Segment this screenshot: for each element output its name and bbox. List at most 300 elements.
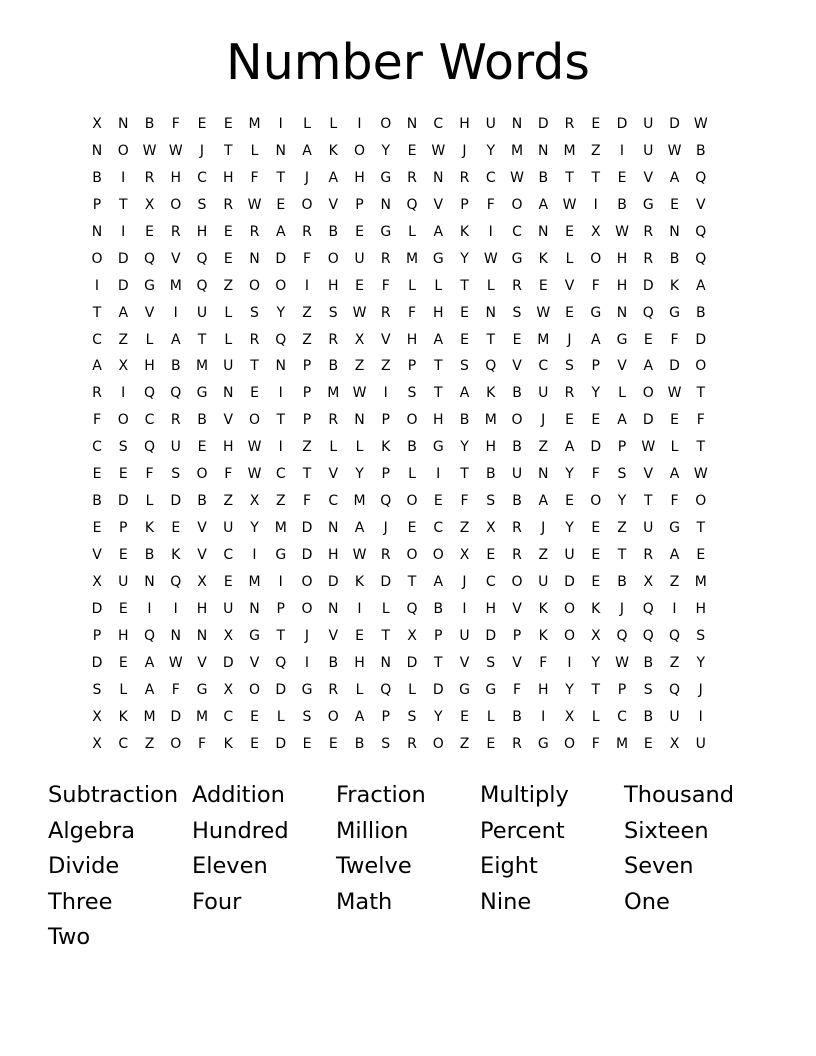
grid-letter[interactable]: X [144, 196, 155, 213]
grid-letter[interactable]: E [486, 547, 496, 563]
grid-letter[interactable]: T [591, 169, 601, 186]
grid-letter[interactable]: I [672, 600, 677, 617]
grid-letter[interactable]: Z [275, 493, 286, 510]
grid-letter[interactable]: O [511, 573, 523, 590]
grid-letter[interactable]: M [510, 142, 524, 159]
grid-letter[interactable]: N [433, 169, 444, 186]
grid-letter[interactable]: F [250, 169, 259, 186]
grid-letter[interactable]: O [511, 196, 523, 213]
grid-letter[interactable]: S [696, 627, 706, 644]
grid-letter[interactable]: S [302, 708, 312, 725]
grid-letter[interactable]: K [328, 142, 338, 159]
grid-letter[interactable]: A [695, 277, 706, 294]
grid-letter[interactable]: P [302, 412, 312, 429]
grid-letter[interactable]: H [485, 600, 497, 617]
grid-letter[interactable]: T [460, 277, 469, 294]
grid-letter[interactable]: D [117, 493, 129, 510]
grid-letter[interactable]: E [197, 439, 207, 456]
grid-letter[interactable]: C [144, 412, 155, 429]
grid-letter[interactable]: E [460, 304, 469, 321]
grid-letter[interactable]: N [511, 116, 523, 132]
grid-letter[interactable]: D [327, 573, 339, 590]
grid-letter[interactable]: B [328, 223, 339, 240]
grid-letter[interactable]: K [381, 439, 391, 456]
grid-letter[interactable]: V [197, 654, 207, 671]
grid-letter[interactable]: O [563, 600, 576, 617]
grid-letter[interactable]: E [486, 735, 496, 752]
grid-letter[interactable]: C [223, 708, 234, 725]
grid-letter[interactable]: M [353, 493, 366, 510]
grid-letter[interactable]: E [591, 547, 601, 563]
grid-letter[interactable]: V [512, 600, 522, 617]
grid-letter[interactable]: D [537, 116, 549, 132]
grid-letter[interactable]: W [247, 196, 262, 213]
grid-letter[interactable]: D [275, 681, 287, 698]
grid-letter[interactable]: T [250, 358, 259, 375]
grid-letter[interactable]: B [407, 439, 417, 456]
grid-letter[interactable]: S [407, 708, 417, 725]
grid-letter[interactable]: L [408, 277, 416, 294]
grid-letter[interactable]: O [695, 493, 707, 510]
grid-letter[interactable]: G [669, 520, 680, 537]
grid-letter[interactable]: L [565, 250, 574, 267]
grid-letter[interactable]: W [615, 223, 629, 240]
grid-letter[interactable]: B [197, 412, 207, 429]
grid-letter[interactable]: Q [380, 493, 392, 510]
grid-letter[interactable]: I [593, 196, 598, 213]
grid-letter[interactable]: D [275, 735, 287, 752]
grid-letter[interactable]: V [144, 304, 155, 321]
grid-letter[interactable]: L [276, 708, 285, 725]
grid-letter[interactable]: C [433, 116, 444, 132]
grid-letter[interactable]: F [224, 466, 233, 483]
grid-letter[interactable]: E [538, 277, 548, 294]
grid-letter[interactable]: G [511, 250, 523, 267]
grid-letter[interactable]: L [381, 600, 390, 617]
grid-letter[interactable]: J [541, 520, 546, 537]
grid-letter[interactable]: Z [144, 735, 155, 752]
grid-letter[interactable]: G [380, 169, 392, 186]
grid-letter[interactable]: I [462, 600, 467, 617]
grid-letter[interactable]: Y [433, 708, 443, 725]
grid-letter[interactable]: V [564, 277, 575, 294]
grid-letter[interactable]: Q [170, 573, 182, 590]
grid-letter[interactable]: K [171, 547, 181, 563]
grid-letter[interactable]: E [92, 520, 102, 537]
grid-letter[interactable]: Q [642, 304, 654, 321]
grid-letter[interactable]: Z [459, 735, 470, 752]
grid-letter[interactable]: O [248, 412, 261, 429]
grid-letter[interactable]: E [460, 708, 469, 725]
grid-letter[interactable]: Q [170, 385, 182, 402]
grid-letter[interactable]: Y [460, 439, 469, 456]
grid-letter[interactable]: D [406, 654, 418, 671]
grid-letter[interactable]: E [670, 196, 679, 213]
grid-letter[interactable]: D [642, 412, 654, 429]
grid-letter[interactable]: Y [276, 304, 286, 321]
grid-letter[interactable]: P [276, 600, 285, 617]
grid-letter[interactable]: H [354, 169, 365, 186]
grid-letter[interactable]: L [250, 142, 259, 159]
grid-letter[interactable]: I [436, 466, 441, 483]
grid-letter[interactable]: B [643, 654, 654, 671]
grid-letter[interactable]: D [590, 439, 602, 456]
grid-letter[interactable]: T [276, 169, 286, 186]
grid-letter[interactable]: O [432, 735, 444, 752]
grid-letter[interactable]: H [432, 412, 444, 429]
grid-letter[interactable]: J [199, 142, 205, 159]
grid-letter[interactable]: B [92, 169, 102, 186]
grid-letter[interactable]: V [249, 654, 260, 671]
grid-letter[interactable]: B [197, 493, 207, 510]
grid-letter[interactable]: O [91, 250, 103, 267]
grid-letter[interactable]: F [302, 250, 312, 267]
grid-letter[interactable]: P [381, 466, 390, 483]
grid-letter[interactable]: Z [302, 304, 312, 321]
grid-letter[interactable]: G [275, 547, 287, 563]
grid-letter[interactable]: O [275, 277, 287, 294]
grid-letter[interactable]: T [696, 385, 706, 402]
grid-letter[interactable]: C [275, 466, 286, 483]
grid-letter[interactable]: W [641, 439, 656, 456]
grid-letter[interactable]: S [197, 196, 207, 213]
grid-letter[interactable]: N [485, 304, 496, 321]
grid-letter[interactable]: U [170, 439, 181, 456]
grid-letter[interactable]: T [591, 681, 601, 698]
grid-letter[interactable]: E [118, 547, 128, 563]
grid-letter[interactable]: J [541, 412, 546, 429]
grid-letter[interactable]: P [92, 627, 102, 644]
grid-letter[interactable]: D [669, 358, 680, 375]
grid-letter[interactable]: A [590, 331, 601, 348]
grid-letter[interactable]: T [276, 412, 286, 429]
grid-letter[interactable]: O [117, 142, 129, 159]
grid-letter[interactable]: O [695, 358, 707, 375]
grid-letter[interactable]: D [301, 520, 313, 537]
grid-letter[interactable]: E [223, 223, 233, 240]
grid-letter[interactable]: B [328, 654, 339, 671]
grid-letter[interactable]: V [643, 169, 654, 186]
grid-letter[interactable]: X [92, 573, 102, 590]
grid-letter[interactable]: P [92, 196, 102, 213]
grid-letter[interactable]: S [407, 385, 417, 402]
grid-letter[interactable]: R [249, 331, 260, 348]
grid-letter[interactable]: N [354, 412, 365, 429]
grid-letter[interactable]: F [591, 466, 600, 483]
grid-letter[interactable]: E [223, 573, 233, 590]
grid-letter[interactable]: R [144, 169, 155, 186]
grid-letter[interactable]: E [433, 493, 443, 510]
grid-letter[interactable]: E [591, 412, 601, 429]
grid-letter[interactable]: H [222, 439, 234, 456]
grid-letter[interactable]: B [512, 708, 522, 725]
grid-letter[interactable]: E [643, 331, 653, 348]
grid-letter[interactable]: N [669, 223, 680, 240]
grid-letter[interactable]: D [380, 573, 392, 590]
grid-letter[interactable]: I [278, 385, 283, 402]
grid-letter[interactable]: T [617, 547, 627, 563]
grid-letter[interactable]: S [460, 358, 469, 375]
grid-letter[interactable]: B [695, 304, 706, 321]
grid-letter[interactable]: K [538, 250, 548, 267]
grid-letter[interactable]: R [380, 547, 391, 563]
grid-letter[interactable]: P [617, 681, 627, 698]
grid-letter[interactable]: R [380, 250, 391, 267]
grid-letter[interactable]: R [407, 169, 417, 186]
grid-letter[interactable]: A [538, 493, 549, 510]
grid-letter[interactable]: M [248, 116, 261, 132]
grid-letter[interactable]: D [642, 277, 654, 294]
grid-letter[interactable]: S [565, 358, 574, 375]
grid-letter[interactable]: U [223, 520, 234, 537]
grid-letter[interactable]: B [354, 735, 365, 752]
grid-letter[interactable]: F [302, 493, 312, 510]
grid-letter[interactable]: N [406, 116, 418, 132]
grid-letter[interactable]: S [118, 439, 128, 456]
grid-letter[interactable]: N [196, 627, 208, 644]
grid-letter[interactable]: H [432, 304, 444, 321]
grid-letter[interactable]: C [197, 169, 207, 186]
grid-letter[interactable]: T [92, 304, 102, 321]
grid-letter[interactable]: V [617, 358, 627, 375]
grid-letter[interactable]: H [616, 250, 628, 267]
grid-letter[interactable]: E [565, 493, 574, 510]
grid-letter[interactable]: E [250, 385, 259, 402]
grid-letter[interactable]: R [407, 735, 417, 752]
grid-letter[interactable]: N [249, 600, 260, 617]
grid-letter[interactable]: Y [381, 142, 391, 159]
grid-letter[interactable]: B [617, 196, 627, 213]
grid-letter[interactable]: N [249, 250, 260, 267]
grid-letter[interactable]: A [170, 331, 181, 348]
grid-letter[interactable]: F [460, 493, 469, 510]
grid-letter[interactable]: M [195, 358, 209, 375]
grid-letter[interactable]: G [380, 223, 392, 240]
grid-letter[interactable]: Z [669, 573, 680, 590]
grid-letter[interactable]: P [407, 358, 417, 375]
grid-letter[interactable]: Z [302, 331, 312, 348]
grid-letter[interactable]: M [563, 142, 576, 159]
grid-letter[interactable]: I [121, 385, 126, 402]
grid-letter[interactable]: W [247, 466, 262, 483]
grid-letter[interactable]: I [278, 439, 283, 456]
grid-letter[interactable]: U [643, 142, 654, 159]
grid-letter[interactable]: D [695, 331, 707, 348]
grid-letter[interactable]: I [173, 304, 178, 321]
grid-letter[interactable]: S [250, 304, 259, 321]
grid-letter[interactable]: E [591, 116, 601, 132]
grid-letter[interactable]: T [381, 627, 391, 644]
grid-letter[interactable]: F [145, 466, 154, 483]
grid-letter[interactable]: G [196, 385, 208, 402]
grid-letter[interactable]: I [121, 223, 126, 240]
grid-letter[interactable]: J [383, 520, 388, 537]
grid-letter[interactable]: Y [591, 385, 601, 402]
grid-letter[interactable]: T [433, 358, 443, 375]
grid-letter[interactable]: I [278, 116, 283, 132]
grid-letter[interactable]: O [590, 250, 602, 267]
grid-letter[interactable]: E [328, 735, 338, 752]
grid-letter[interactable]: B [617, 573, 627, 590]
grid-letter[interactable]: Y [617, 493, 627, 510]
grid-letter[interactable]: S [486, 493, 496, 510]
grid-letter[interactable]: L [408, 466, 416, 483]
grid-letter[interactable]: K [354, 573, 365, 590]
grid-letter[interactable]: L [618, 385, 626, 402]
grid-letter[interactable]: O [563, 627, 576, 644]
grid-letter[interactable]: R [380, 304, 391, 321]
grid-letter[interactable]: O [301, 600, 313, 617]
grid-letter[interactable]: W [693, 116, 708, 132]
grid-letter[interactable]: W [615, 654, 629, 671]
grid-letter[interactable]: Y [591, 654, 601, 671]
grid-letter[interactable]: D [222, 654, 234, 671]
grid-letter[interactable]: C [92, 439, 102, 456]
grid-letter[interactable]: E [118, 466, 128, 483]
grid-letter[interactable]: N [91, 142, 103, 159]
grid-letter[interactable]: L [591, 708, 600, 725]
grid-letter[interactable]: C [118, 735, 129, 752]
grid-letter[interactable]: A [643, 358, 654, 375]
grid-letter[interactable]: W [352, 385, 367, 402]
grid-letter[interactable]: A [144, 681, 155, 698]
grid-letter[interactable]: W [693, 466, 708, 483]
grid-letter[interactable]: G [249, 627, 260, 644]
grid-letter[interactable]: L [119, 681, 128, 698]
grid-letter[interactable]: L [355, 439, 364, 456]
grid-letter[interactable]: O [248, 681, 261, 698]
grid-letter[interactable]: X [92, 735, 102, 752]
grid-letter[interactable]: Y [696, 654, 706, 671]
grid-letter[interactable]: O [590, 493, 602, 510]
grid-letter[interactable]: I [488, 223, 493, 240]
grid-letter[interactable]: Y [460, 250, 469, 267]
grid-letter[interactable]: H [459, 116, 470, 132]
grid-letter[interactable]: R [643, 547, 654, 563]
grid-letter[interactable]: H [616, 277, 628, 294]
grid-letter[interactable]: S [643, 681, 653, 698]
grid-letter[interactable]: D [616, 116, 628, 132]
grid-letter[interactable]: I [278, 573, 283, 590]
grid-letter[interactable]: V [328, 627, 339, 644]
grid-letter[interactable]: W [510, 169, 524, 186]
grid-letter[interactable]: L [355, 681, 364, 698]
grid-letter[interactable]: O [406, 493, 418, 510]
grid-letter[interactable]: G [144, 277, 155, 294]
grid-letter[interactable]: G [432, 250, 444, 267]
grid-letter[interactable]: V [433, 196, 444, 213]
grid-letter[interactable]: E [118, 654, 128, 671]
grid-letter[interactable]: P [355, 196, 364, 213]
grid-letter[interactable]: R [512, 547, 522, 563]
grid-letter[interactable]: O [642, 385, 654, 402]
grid-letter[interactable]: E [407, 142, 417, 159]
grid-letter[interactable]: E [565, 223, 574, 240]
grid-letter[interactable]: K [591, 600, 601, 617]
grid-letter[interactable]: H [354, 654, 365, 671]
grid-letter[interactable]: X [459, 547, 470, 563]
grid-letter[interactable]: G [642, 196, 654, 213]
grid-letter[interactable]: R [328, 412, 339, 429]
grid-letter[interactable]: F [171, 681, 180, 698]
grid-letter[interactable]: A [669, 169, 680, 186]
grid-letter[interactable]: O [301, 573, 313, 590]
grid-letter[interactable]: Y [250, 520, 259, 537]
grid-letter[interactable]: W [168, 654, 183, 671]
grid-letter[interactable]: E [302, 735, 312, 752]
grid-letter[interactable]: B [144, 547, 155, 563]
grid-letter[interactable]: O [406, 412, 418, 429]
grid-letter[interactable]: H [117, 627, 129, 644]
grid-letter[interactable]: H [327, 277, 339, 294]
grid-letter[interactable]: F [92, 412, 102, 429]
grid-letter[interactable]: Q [695, 169, 707, 186]
grid-letter[interactable]: U [564, 547, 575, 563]
grid-letter[interactable]: N [538, 142, 549, 159]
grid-letter[interactable]: I [541, 708, 546, 725]
grid-letter[interactable]: E [145, 223, 154, 240]
grid-letter[interactable]: D [669, 116, 680, 132]
grid-letter[interactable]: G [301, 681, 313, 698]
grid-letter[interactable]: B [512, 493, 522, 510]
grid-letter[interactable]: G [590, 304, 602, 321]
grid-letter[interactable]: X [669, 735, 680, 752]
grid-letter[interactable]: D [91, 654, 103, 671]
grid-letter[interactable]: T [696, 520, 706, 537]
grid-letter[interactable]: W [483, 250, 498, 267]
grid-letter[interactable]: F [670, 493, 679, 510]
grid-letter[interactable]: R [302, 223, 312, 240]
grid-letter[interactable]: L [408, 223, 416, 240]
grid-letter[interactable]: F [670, 331, 679, 348]
grid-letter[interactable]: G [485, 681, 497, 698]
grid-letter[interactable]: F [486, 196, 495, 213]
grid-letter[interactable]: B [92, 493, 102, 510]
grid-letter[interactable]: R [328, 331, 339, 348]
grid-letter[interactable]: R [512, 277, 522, 294]
grid-letter[interactable]: P [460, 196, 469, 213]
grid-letter[interactable]: I [619, 142, 625, 159]
grid-letter[interactable]: W [168, 142, 183, 159]
grid-letter[interactable]: D [117, 250, 129, 267]
grid-letter[interactable]: T [223, 142, 233, 159]
grid-letter[interactable]: E [512, 331, 522, 348]
grid-letter[interactable]: W [431, 142, 446, 159]
grid-letter[interactable]: M [274, 520, 287, 537]
grid-letter[interactable]: E [276, 196, 286, 213]
grid-letter[interactable]: J [304, 627, 310, 644]
grid-letter[interactable]: V [643, 466, 654, 483]
grid-letter[interactable]: D [301, 547, 313, 563]
grid-letter[interactable]: K [223, 735, 233, 752]
grid-letter[interactable]: M [537, 331, 550, 348]
grid-letter[interactable]: X [590, 223, 601, 240]
grid-letter[interactable]: H [695, 600, 707, 617]
grid-letter[interactable]: H [537, 681, 549, 698]
grid-letter[interactable]: R [512, 735, 522, 752]
grid-letter[interactable]: V [170, 250, 181, 267]
grid-letter[interactable]: S [512, 304, 522, 321]
grid-letter[interactable]: P [302, 385, 312, 402]
grid-letter[interactable]: E [565, 412, 574, 429]
grid-letter[interactable]: M [405, 250, 419, 267]
grid-letter[interactable]: B [433, 600, 444, 617]
grid-letter[interactable]: N [144, 573, 155, 590]
grid-letter[interactable]: K [144, 520, 155, 537]
grid-letter[interactable]: W [352, 304, 367, 321]
grid-letter[interactable]: I [147, 600, 152, 617]
grid-letter[interactable]: R [328, 681, 339, 698]
